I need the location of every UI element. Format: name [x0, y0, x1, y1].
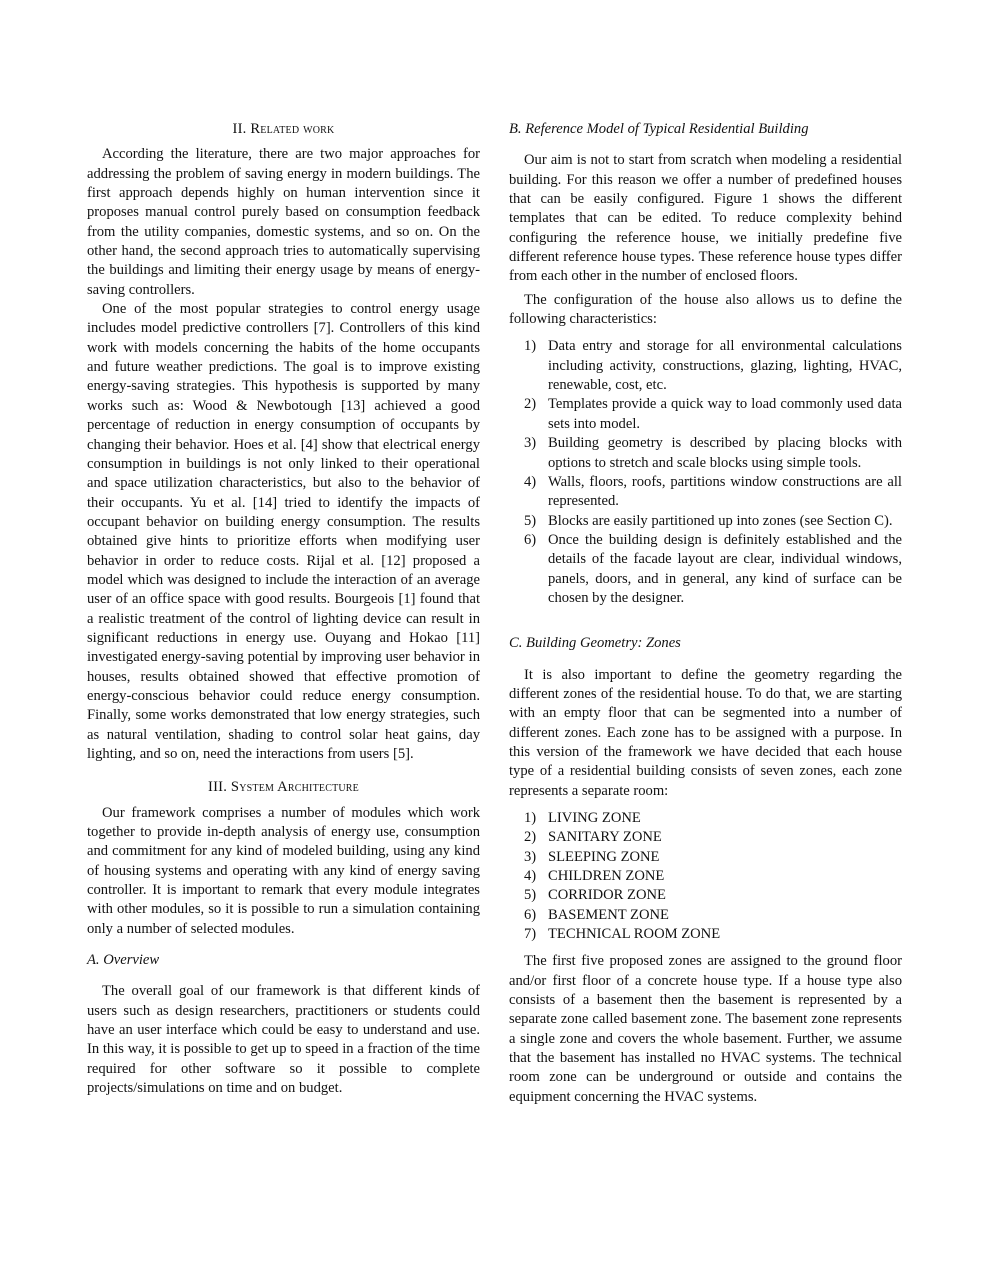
list-item: 3) SLEEPING ZONE [524, 848, 660, 865]
section-numeral: III. [208, 779, 228, 796]
paragraph: One of the most popular strategies to control energy usage includes model predictive controllers [7]. Controllers of this kind work with models concerning the habits of the home occupants and future weather predictions. The goal is to improve existing energy-saving strategies. This hypothesis is supported by many works such as: Wood & Newbotough [13] achieved a good percentage of reduction in energy consumption of occupants by changing their behavior. Hoes et al. [4] show that electrical energy consumption in buildings is not only linked to their operational and space utilization characteristics, but also to the behavior of their occupants. Yu et al. [14] tried to identify the impacts of occupant behavior on building energy consumption. The results obtained give hints to prioritize efforts when modifying user behavior in order to reduce costs. Rijal et al. [12] proposed a model which was designed to include the interaction of an average user of an office space with good results. Bourgeois [1] found that a realistic treatment of the control of lighting device can result in significant reductions in energy use. Ouyang and Hokao [11] investigated energy-saving potential by improving user behavior in houses, results obtained showed that effective promotion of energy-conscious behavior could reduce energy consumption. Finally, some works demonstrated that low energy strategies, such as natural ventilation, shading to control solar heat gains, day lighting, and so on, need the interactions from users [5]. [87, 301, 480, 762]
paragraph: The first five proposed zones are assigned to the ground floor and/or first floor of a concrete house type. If a house type also consists of a basement then the basement is represented by a separate zone called basement zone. The basement zone represents a single zone and covers the whole basement. Further, we assume that the basement has installed no HVAC systems. The technical room zone can be underground or outside and contains the equipment concerning the HVAC systems. [509, 953, 902, 1105]
list-item: 2) SANITARY ZONE [524, 829, 662, 846]
section-heading-related-work [87, 120, 480, 139]
paragraph: Our framework comprises a number of modules which work together to provide in-depth analysis of energy use, consumption and commitment for any kind of modeled building, using any kind of housing systems and operating with any kind of energy saving controller. It is important to remark that every module integrates with other modules, so it is possible to run a simulation containing only a number of selected modules. [87, 804, 480, 937]
list-item: 3) Building geometry is described by placing blocks with options to stretch and scale blocks using simple tools. [524, 435, 902, 471]
paragraph: The overall goal of our framework is that different kinds of users such as design researchers, practitioners or students could have an user interface which could be easy to understand and use. In this way, it is possible to get up to speed in a fraction of the time required for other software so it possible to complete projects/simulations on time and on budget. [87, 983, 480, 1097]
list-item: 1) LIVING ZONE [524, 810, 641, 826]
characteristics-list [509, 337, 902, 608]
list-item: 5) Blocks are easily partitioned up into zones (see Section C). [524, 512, 893, 529]
subsection-heading-building-geometry: C. Building Geometry: Zones [509, 635, 681, 652]
list-item: 2) Templates provide a quick way to load commonly used data sets into model. [524, 396, 902, 432]
list-item: 4) CHILDREN ZONE [524, 868, 665, 885]
zones-list [509, 809, 902, 944]
subsection-heading-reference-model: B. Reference Model of Typical Residential Building [509, 121, 809, 137]
paragraph: It is also important to define the geometry regarding the different zones of the residential house. To do that, we are starting with an empty floor that can be segmented into a number of different zones. Each zone has to be assigned with a purpose. In this version of the framework we have decided that each house type of a residential building consists of seven zones, each zone represents a separate room: [509, 666, 902, 799]
list-item: 7) TECHNICAL ROOM ZONE [524, 926, 721, 943]
section-title: System Architecture [230, 779, 359, 796]
paragraph: The configuration of the house also allows us to define the following characteristics: [509, 291, 902, 328]
paragraph: According the literature, there are two major approaches for addressing the problem of saving energy in modern buildings. The first approach depends highly on human intervention since it proposes manual control purely based on consumption feedback from the utility companies, domestic systems, and so on. On the other hand, the second approach tries to automatically supervising the buildings and limiting their energy usage by means of energy-saving controllers. [87, 146, 480, 298]
section-heading-system-architecture [87, 778, 480, 797]
list-item: 1) Data entry and storage for all environmental calculations including activity, constructions, glazing, lighting, HVAC, renewable, cost, etc. [524, 338, 902, 394]
right-column [509, 120, 902, 1107]
list-item: 6) BASEMENT ZONE [524, 906, 669, 923]
list-item: 6) Once the building design is definitely established and the details of the facade layout are clear, individual windows, panels, doors, and in general, any kind of surface can be chosen by the designer. [524, 531, 902, 606]
left-column [87, 120, 480, 1099]
section-title: Related work [250, 121, 335, 137]
paragraph: Our aim is not to start from scratch when modeling a residential building. For this reason we offer a number of predefined houses that can be easily configured. Figure 1 shows the different templates that can be edited. To reduce complexity behind configuring the reference house, we initially predefine five different reference house types. These reference house types differ from each other in the number of enclosed floors. [509, 152, 902, 285]
list-item: 4) Walls, floors, roofs, partitions window constructions are all represented. [524, 473, 902, 510]
list-item: 5) CORRIDOR ZONE [524, 887, 666, 904]
section-numeral: II. [232, 121, 247, 137]
subsection-heading-overview: A. Overview [87, 952, 160, 969]
